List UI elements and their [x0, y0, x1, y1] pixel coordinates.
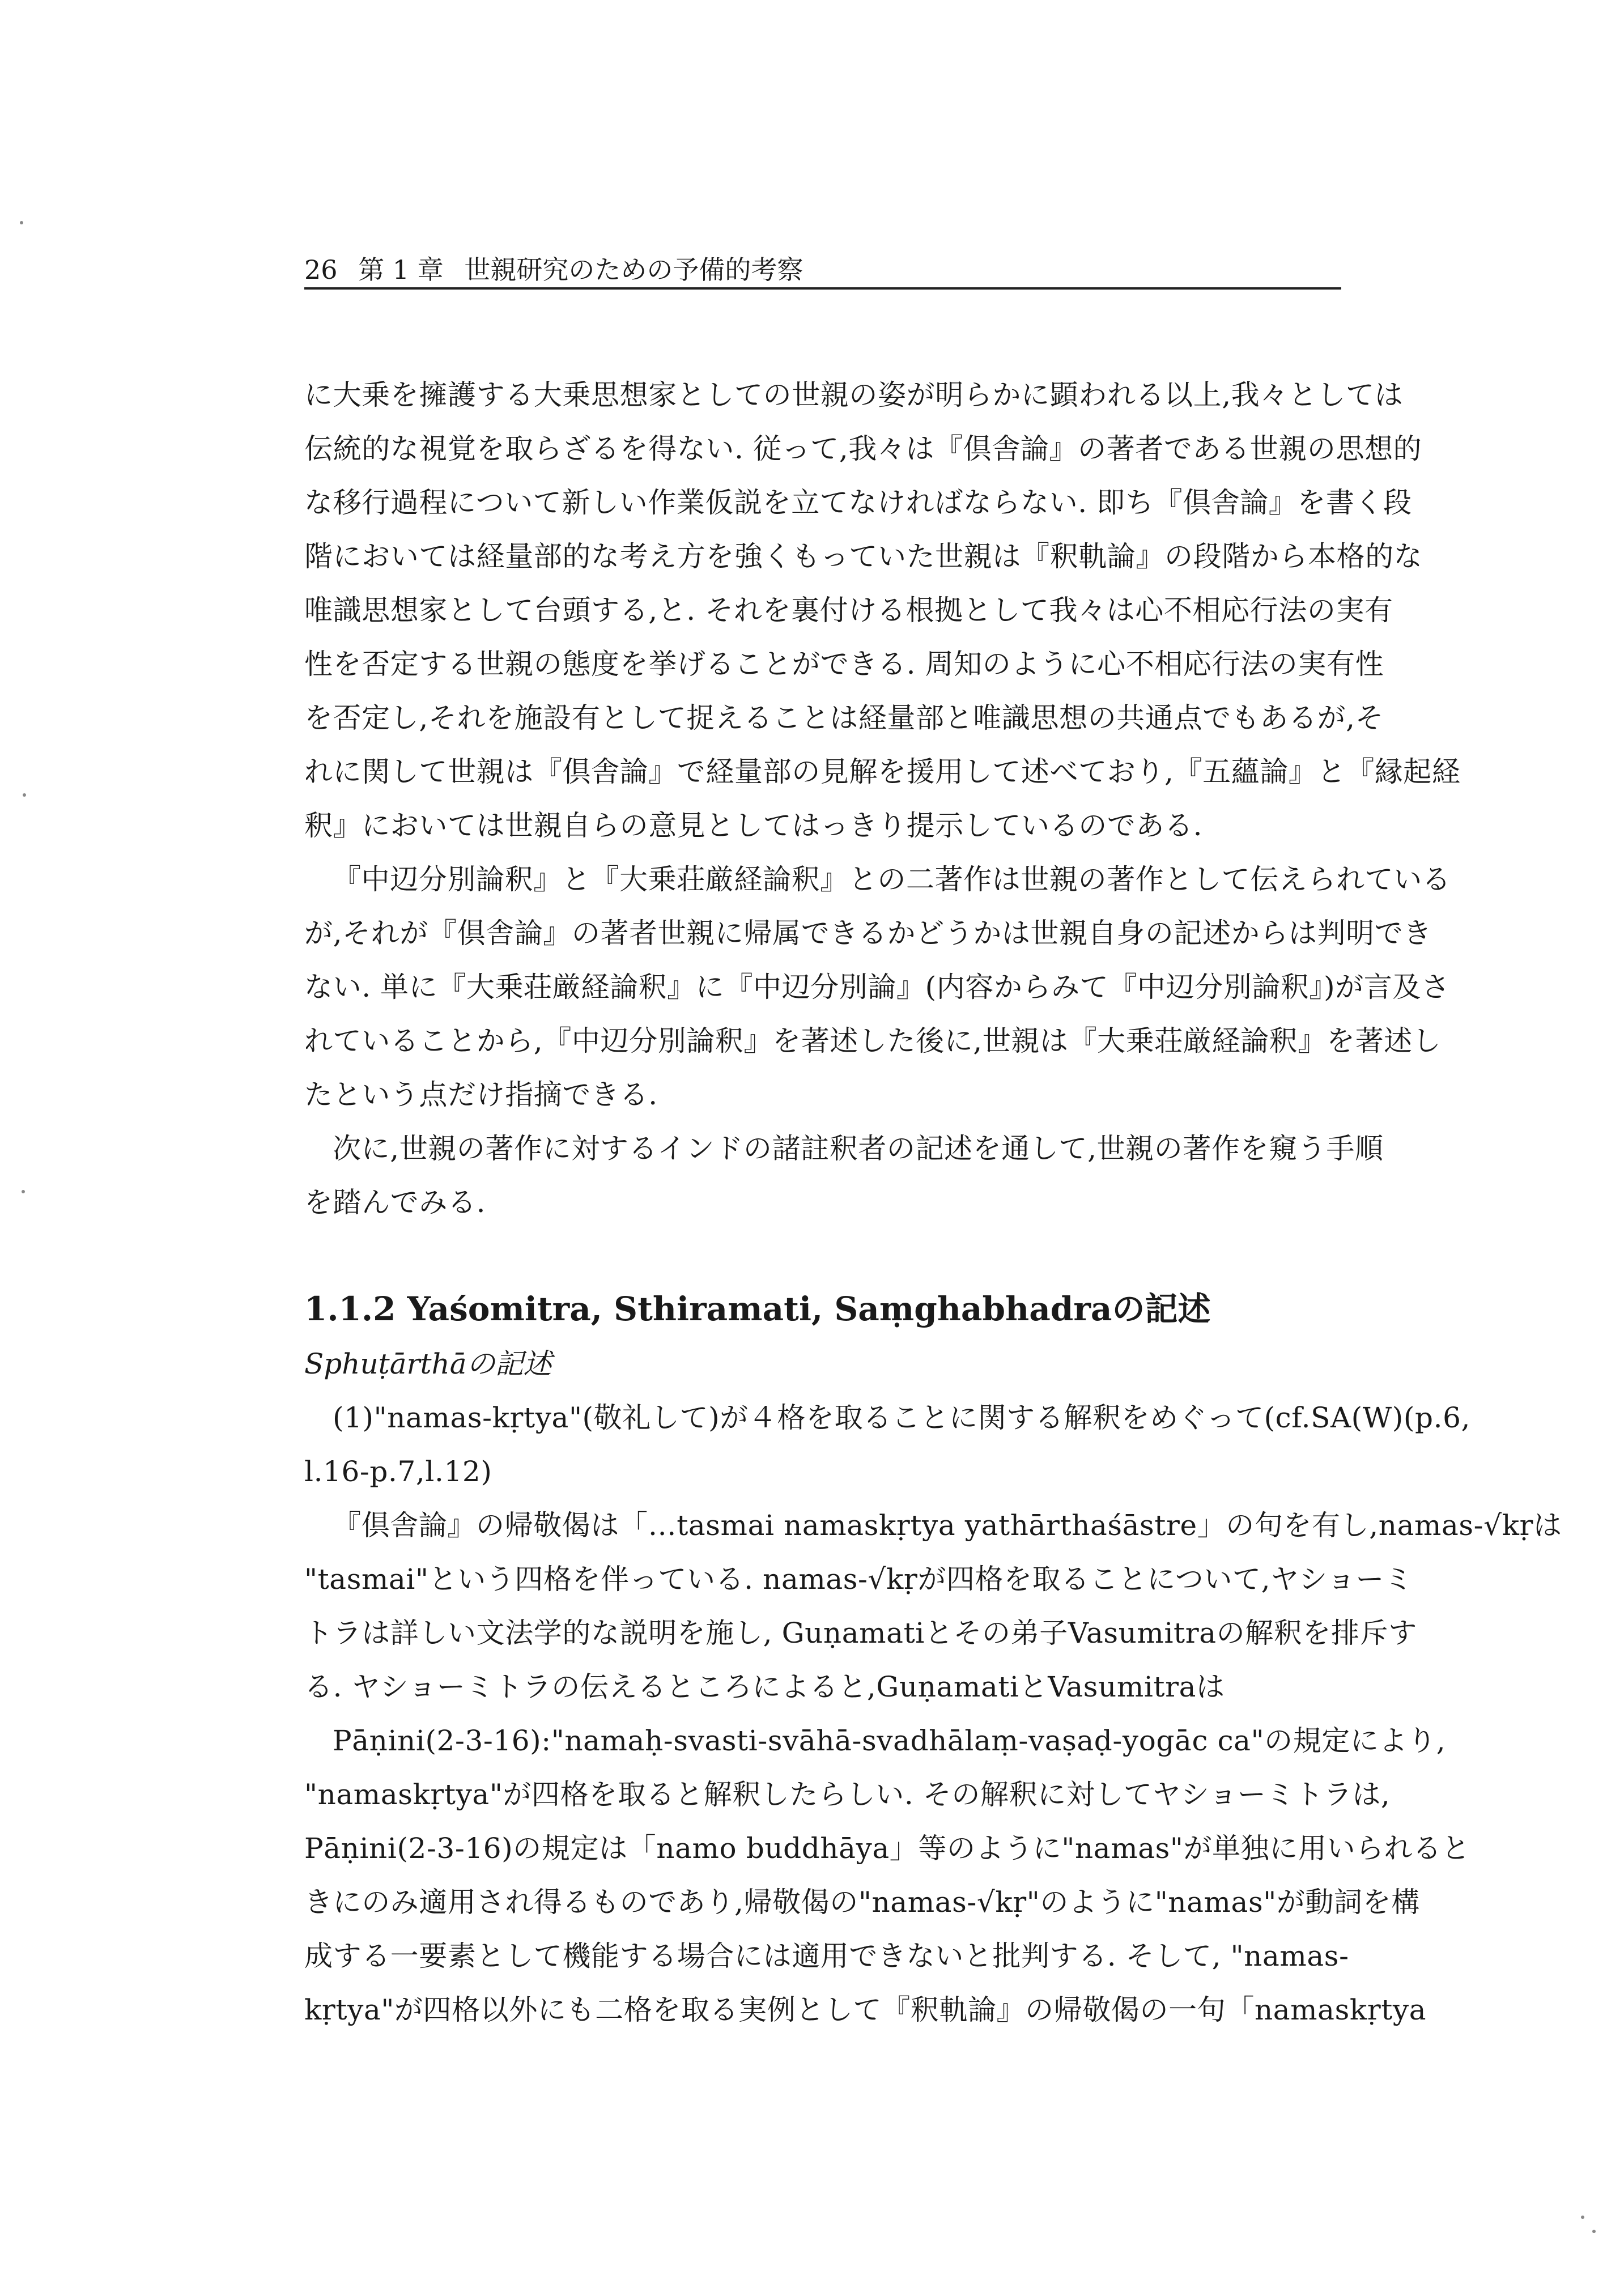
sub-heading: Sphuṭārthāの記述: [304, 1347, 552, 1380]
text-line: 『倶舎論』の帰敬偈は「…tasmai namaskṛtya yathārthaśāstre」の句を有し,namas-√kṛは: [333, 1509, 1562, 1542]
paragraph-3: [304, 1122, 1384, 1230]
text-line: kṛtya"が四格以外にも二格を取る実例として『釈軌論』の帰敬偈の一句「namaskṛtya: [304, 1993, 1427, 2026]
paragraph-1: [304, 368, 1461, 853]
text-line: る. ヤショーミトラの伝えるところによると,GuṇamatiとVasumitraは: [304, 1670, 1225, 1703]
text-line: 成する一要素として機能する場合には適用できないと批判する. そして, "namas-: [304, 1940, 1349, 1972]
text-line: 次に,世親の著作に対するインドの諸註釈者の記述を通して,世親の著作を窺う手順: [333, 1132, 1384, 1165]
running-header: [304, 252, 1341, 290]
text-line: Pāṇini(2-3-16)の規定は「namo buddhāya」等のように"namas"が単独に用いられると: [304, 1832, 1470, 1865]
text-line: トラは詳しい文法学的な説明を施し, Guṇamatiとその弟子Vasumitraの解釈を排斥す: [304, 1617, 1417, 1649]
text-line: "namaskṛtya"が四格を取ると解釈したらしい. その解釈に対してヤショーミトラは,: [304, 1778, 1391, 1811]
text-line: 性を否定する世親の態度を挙げることができる. 周知のように心不相応行法の実有性: [304, 648, 1384, 681]
text-line: l.16-p.7,l.12): [304, 1455, 492, 1488]
paragraph-4: [304, 1391, 1470, 1499]
page-number: 26: [304, 254, 338, 285]
text-line: きにのみ適用され得るものであり,帰敬偈の"namas-√kṛ"のように"namas"が動詞を構: [304, 1886, 1420, 1919]
text-line: Pāṇini(2-3-16):"namaḥ-svasti-svāhā-svadhālaṃ-vaṣaḍ-yogāc ca"の規定により,: [333, 1724, 1446, 1757]
scan-speck: [20, 221, 23, 224]
chapter-label: 第 1 章: [358, 254, 444, 285]
scan-speck: [23, 793, 26, 797]
text-line: を踏んでみる.: [304, 1186, 486, 1219]
text-line: 『中辺分別論釈』と『大乗荘厳経論釈』との二著作は世親の著作として伝えられている: [333, 863, 1451, 896]
body-text: [304, 368, 1562, 2037]
scan-speck: [1581, 2216, 1584, 2219]
text-line: を否定し,それを施設有として捉えることは経量部と唯識思想の共通点でもあるが,そ: [304, 701, 1384, 734]
text-line: たという点だけ指摘できる.: [304, 1078, 658, 1111]
text-line: 唯識思想家として台頭する,と. それを裏付ける根拠として我々は心不相応行法の実有: [304, 594, 1393, 627]
text-line: れに関して世親は『倶舎論』で経量部の見解を援用して述べており,『五蘊論』と『縁起経: [304, 755, 1461, 788]
text-line: 伝統的な視覚を取らざるを得ない. 従って,我々は『倶舎論』の著者である世親の思想的: [304, 432, 1422, 465]
paragraph-5: [304, 1499, 1562, 1714]
text-line: 階においては経量部的な考え方を強くもっていた世親は『釈軌論』の段階から本格的な: [304, 540, 1423, 573]
text-line: ない. 単に『大乗荘厳経論釈』に『中辺分別論』(内容からみて『中辺分別論釈』)が言及さ: [304, 971, 1450, 1004]
paragraph-6: [304, 1714, 1470, 2037]
text-line: な移行過程について新しい作業仮説を立てなければならない. 即ち『倶舎論』を書く段: [304, 486, 1412, 519]
text-line: に大乗を擁護する大乗思想家としての世親の姿が明らかに顕われる以上,我々としては: [304, 379, 1404, 411]
text-line: "tasmai"という四格を伴っている. namas-√kṛが四格を取ることについて,ヤショーミ: [304, 1563, 1413, 1596]
scan-speck: [22, 1190, 25, 1193]
text-line: れていることから,『中辺分別論釈』を著述した後に,世親は『大乗荘厳経論釈』を著述し: [304, 1024, 1442, 1057]
scan-speck: [1592, 2230, 1596, 2233]
text-line: が,それが『倶舎論』の著者世親に帰属できるかどうかは世親自身の記述からは判明でき: [304, 917, 1432, 950]
paragraph-2: [304, 853, 1451, 1122]
section-heading: 1.1.2 Yaśomitra, Sthiramati, Saṃghabhadraの記述: [304, 1290, 1211, 1328]
chapter-title: 世親研究のための予備的考察: [464, 254, 804, 285]
text-line: (1)"namas-kṛtya"(敬礼して)が４格を取ることに関する解釈をめぐって(cf.SA(W)(p.6,: [333, 1401, 1470, 1434]
text-line: 釈』においては世親自らの意見としてはっきり提示しているのである.: [304, 809, 1203, 842]
